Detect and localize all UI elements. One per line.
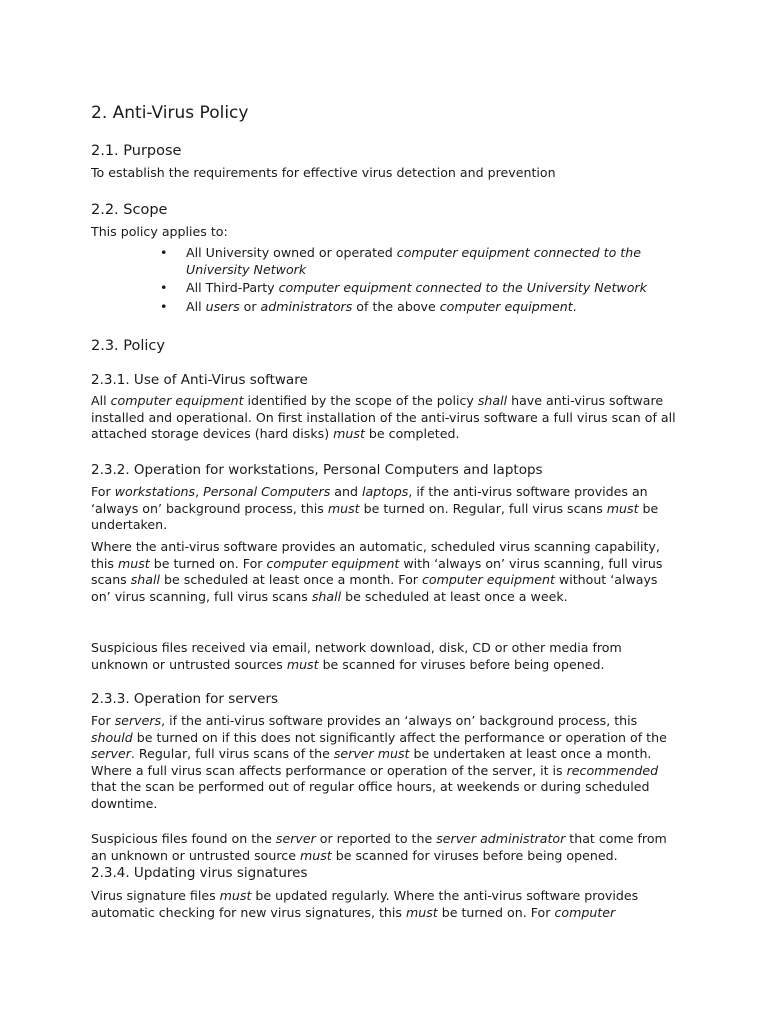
emphasis-text: shall (477, 393, 508, 408)
emphasis-text: recommended (566, 762, 659, 778)
scope-item-text: All users or administrators of the above computer equipment. (186, 298, 577, 314)
emphasis-text: users (205, 298, 240, 314)
emphasis-text: must (606, 500, 639, 516)
scope-list-item (160, 299, 670, 316)
emphasis-text: must (327, 500, 360, 516)
bullet-icon: • (160, 298, 168, 314)
emphasis-text: servers (114, 713, 162, 728)
emphasis-text: server administrator (436, 831, 566, 846)
emphasis-text: server (275, 831, 316, 846)
emphasis-text: computer equipment (110, 393, 244, 408)
section-233-paragraph-2: Suspicious files found on the server or reported to the server administrator that come from an unknown or untrusted source must be scanned for viruses before being opened. (91, 831, 667, 863)
emphasis-text: shall (311, 588, 342, 604)
policy-heading: 2.3. Policy (91, 338, 165, 354)
scope-list (160, 245, 670, 317)
emphasis-text: computer equipment (266, 555, 400, 571)
emphasis-text: must (299, 847, 332, 863)
bullet-icon: • (160, 280, 168, 296)
section-231-heading: 2.3.1. Use of Anti-Virus software (91, 372, 308, 388)
emphasis-text: must (286, 656, 319, 672)
emphasis-text: Personal Computers (203, 484, 331, 499)
emphasis-text: administrators (260, 298, 353, 314)
section-233-heading: 2.3.3. Operation for servers (91, 691, 279, 707)
scope-list-item (160, 245, 670, 278)
emphasis-text: must (117, 555, 150, 571)
bullet-icon: • (160, 245, 168, 260)
scope-item-text: All Third-Party computer equipment connected to the University Network (186, 280, 647, 296)
emphasis-text: computer equipment (439, 298, 573, 314)
emphasis-text: must (219, 888, 252, 903)
emphasis-text: must (333, 426, 365, 442)
section-231-paragraph: All computer equipment identified by the scope of the policy shall have anti-virus software installed and operational. On first installation of the anti-virus software a full virus scan of all attached storage devices (hard disks) must be completed. (91, 393, 676, 442)
section-232-paragraph-1: For workstations, Personal Computers and laptops, if the anti-virus software provides an ‘always on’ background process, this must be turned on. Regular, full virus scans must be undertaken. (91, 484, 659, 533)
emphasis-text: laptops (361, 484, 409, 499)
emphasis-text: workstations (114, 484, 196, 499)
section-232-heading: 2.3.2. Operation for workstations, Personal Computers and laptops (91, 462, 543, 478)
emphasis-text: computer equipment connected to the University Network (186, 245, 641, 277)
section-234-heading: 2.3.4. Updating virus signatures (91, 865, 308, 881)
emphasis-text: must (405, 904, 438, 920)
section-232-paragraph-3: Suspicious files received via email, network download, disk, CD or other media from unknown or untrusted sources must be scanned for viruses before being opened. (91, 640, 622, 672)
policy-title: 2. Anti-Virus Policy (91, 103, 249, 123)
purpose-text: To establish the requirements for effective virus detection and prevention (91, 165, 556, 180)
section-232-paragraph-2: Where the anti-virus software provides an automatic, scheduled virus scanning capability, this must be turned on. For computer equipment with ‘always on’ virus scanning, full virus scans shall be scheduled at least once a month. For computer equipment without ‘always on’ virus scanning, full virus scans shall be scheduled at least once a week. (91, 539, 663, 604)
scope-item-text: All University owned or operated computer equipment connected to the University Network (186, 245, 641, 277)
scope-intro: This policy applies to: (91, 224, 228, 239)
scope-heading: 2.2. Scope (91, 202, 168, 218)
emphasis-text: computer (554, 904, 616, 920)
emphasis-text: server (91, 746, 131, 762)
emphasis-text: server must (333, 746, 410, 762)
purpose-heading: 2.1. Purpose (91, 143, 182, 159)
scope-list-item (160, 280, 670, 297)
section-234-paragraph: Virus signature files must be updated regularly. Where the anti-virus software provides automatic checking for new virus signatures, this must be turned on. For computer (91, 888, 639, 920)
emphasis-text: computer equipment (421, 572, 555, 588)
emphasis-text: should (91, 729, 133, 745)
emphasis-text: computer equipment connected to the University Network (278, 280, 647, 296)
emphasis-text: shall (130, 572, 161, 588)
section-233-paragraph-1: For servers, if the anti-virus software provides an ‘always on’ background process, this should be turned on if this does not significantly affect the performance or operation of the server. Regular, full virus scans of the server must be undertaken at least once a month. Where a full virus scan affects performance or operation of the server, it is recommended that the scan be performed out of regular office hours, at weekends or during scheduled downtime. (91, 713, 667, 811)
